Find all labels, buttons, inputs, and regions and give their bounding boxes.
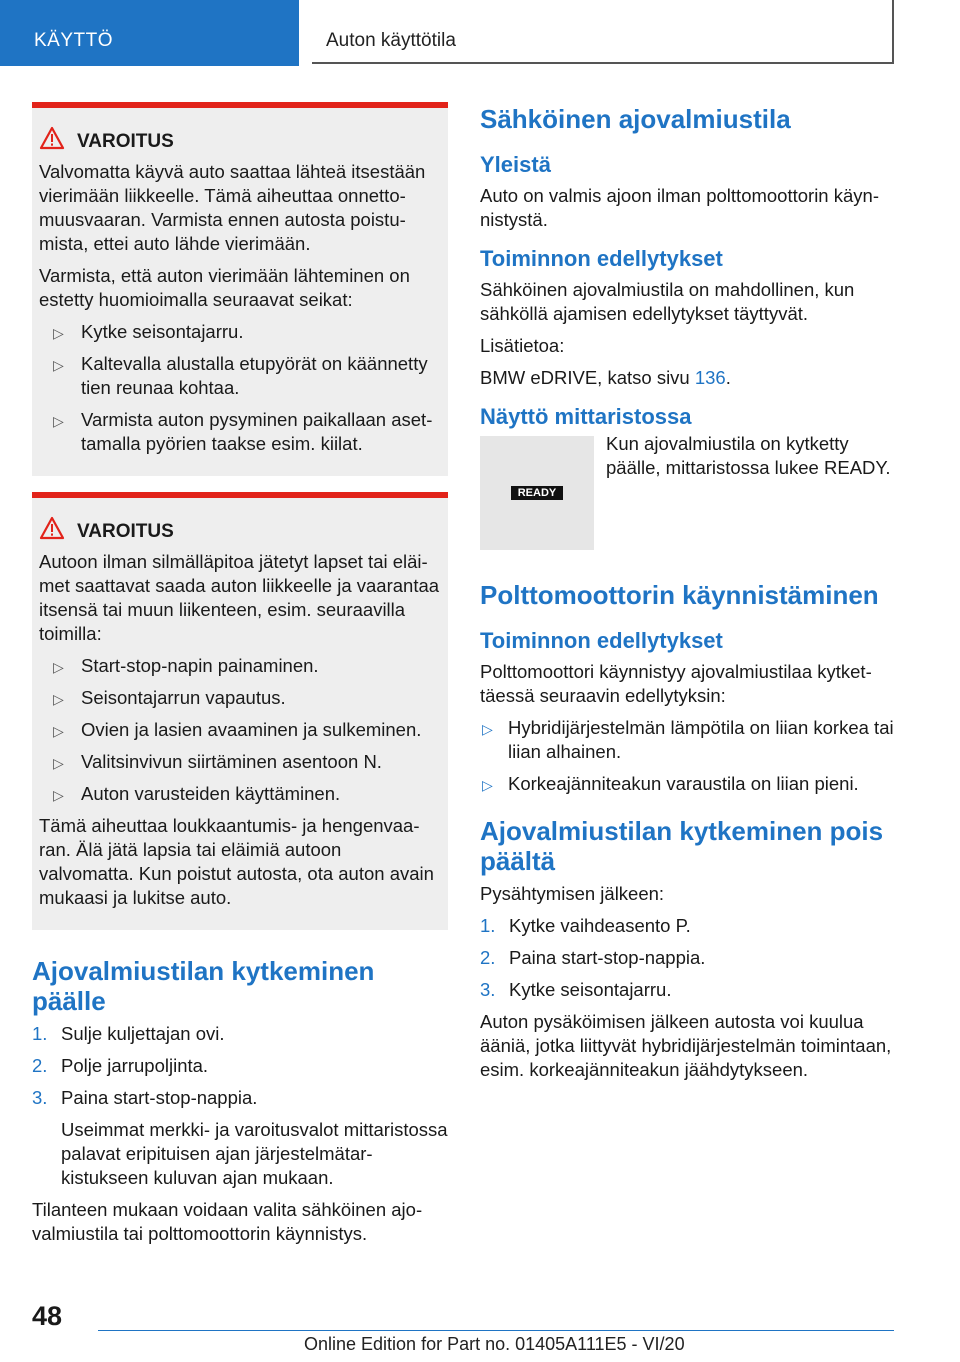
warning-box-children — [32, 492, 448, 930]
triangle-bullet-icon: ▷ — [482, 721, 493, 737]
page-reference-link[interactable]: 136 — [694, 367, 726, 388]
warning-box-rolling — [32, 102, 448, 476]
paragraph: Tilanteen mukaan voidaan valita sähköinen ajovalmiustila tai polttomoottorin käynnistys. — [32, 1199, 423, 1244]
list-item: ▷ Kaltevalla alustalla etupyörät on käännetty tien reunaa kohtaa. — [53, 353, 428, 398]
header-chapter-box — [312, 0, 894, 64]
ready-display-image — [480, 436, 594, 550]
triangle-bullet-icon: ▷ — [53, 755, 64, 771]
list-item: 3. Paina start-stop-nappia. Useimmat merkki- ja varoitusvalot mittaristossa palavat eripituisen ajan järjestelmätarkistukseen kuluvan ajan mukaan. — [32, 1087, 448, 1188]
warning-list — [39, 654, 440, 806]
subsection-heading: Näyttö mittaristossa — [480, 404, 692, 429]
subsection-heading: Yleistä — [480, 152, 551, 177]
subsection-heading: Toiminnon edellytykset — [480, 628, 723, 653]
triangle-bullet-icon: ▷ — [53, 723, 64, 739]
warning-triangle-icon — [39, 516, 65, 540]
warning-title: VAROITUS — [77, 520, 440, 544]
ready-display-row — [480, 433, 894, 550]
paragraph: Pysähtymisen jälkeen: — [480, 883, 665, 904]
triangle-bullet-icon: ▷ — [53, 659, 64, 675]
list-item: 1. Sulje kuljettajan ovi. — [32, 1023, 225, 1044]
header-section-label: KÄYTTÖ — [34, 30, 114, 51]
list-item: 3. Kytke seisontajarru. — [480, 979, 672, 1000]
section-heading: Sähköinen ajovalmiustila — [480, 104, 791, 134]
footer-divider — [98, 1330, 894, 1331]
section-heading: Ajovalmiustilan kytkeminen pois päältä — [480, 816, 884, 876]
list-item: ▷ Ovien ja lasien avaaminen ja sulkeminen. — [39, 718, 440, 742]
list-item: ▷ Auton varusteiden käyttäminen. — [39, 782, 440, 806]
triangle-bullet-icon: ▷ — [53, 357, 64, 373]
list-item: ▷ Korkeajänniteakun varaustila on liian pieni. — [480, 772, 894, 796]
ready-badge: READY — [511, 486, 563, 500]
triangle-bullet-icon: ▷ — [53, 787, 64, 803]
list-item: ▷ Valitsinvivun siirtäminen asentoon N. — [39, 750, 440, 774]
paragraph: Polttomoottori käynnistyy ajovalmiustilaa kytkettäessä seuraavin edellytyksin: — [480, 661, 872, 706]
paragraph: Lisätietoa: — [480, 335, 565, 356]
warning-paragraph: Valvomatta käyvä auto saattaa lähteä itsestään vierimään liikkeelle. Tämä aiheuttaa onnettomuusvaaran. Varmista ennen autosta poistumista, ettei auto lähde vierimään. — [39, 161, 426, 254]
warning-triangle-icon — [39, 126, 65, 150]
warning-paragraph: Tämä aiheuttaa loukkaantumis- ja hengenvaaran. Älä jätä lapsia tai eläimiä autoon valvomatta. Kun poistut autosta, ota auton avain mukaasi ja lukitse auto. — [39, 815, 434, 908]
warning-title: VAROITUS — [77, 130, 440, 154]
section-heading: Polttomoottorin käynnistäminen — [480, 580, 879, 610]
steps-list — [480, 914, 894, 1002]
paragraph: Kun ajovalmiustila on kytketty päälle, mittaristossa lukee READY. — [606, 433, 891, 478]
paragraph: BMW eDRIVE, katso sivu 136. — [480, 367, 731, 388]
header-section-tab — [0, 0, 299, 66]
list-item: 2. Paina start-stop-nappia. — [480, 947, 706, 968]
left-column — [32, 102, 448, 1254]
conditions-list — [480, 716, 894, 796]
list-item: 1. Kytke vaihdeasento P. — [480, 915, 691, 936]
paragraph: Auto on valmis ajoon ilman polttomoottorin käynnistystä. — [480, 185, 879, 230]
footer-edition: Online Edition for Part no. 01405A111E5 - VI/20 — [304, 1334, 685, 1354]
subsection-heading: Toiminnon edellytykset — [480, 246, 723, 271]
triangle-bullet-icon: ▷ — [53, 691, 64, 707]
triangle-bullet-icon: ▷ — [53, 413, 64, 429]
list-item: ▷ Kytke seisontajarru. — [39, 320, 440, 344]
right-column — [480, 102, 894, 1090]
triangle-bullet-icon: ▷ — [53, 325, 64, 341]
list-item: ▷ Seisontajarrun vapautus. — [39, 686, 440, 710]
paragraph: Sähköinen ajovalmiustila on mahdollinen, kun sähköllä ajamisen edellytykset täyttyvät. — [480, 279, 855, 324]
section-heading: Ajovalmiustilan kytkeminen päälle — [32, 956, 375, 1016]
list-item: ▷ Varmista auton pysyminen paikallaan asettamalla pyörien taakse esim. kiilat. — [53, 409, 433, 454]
paragraph: Auton pysäköimisen jälkeen autosta voi kuulua ääniä, jotka liittyvät hybridijärjestelmän toimintaan, esim. korkeajänniteakun jäähdytykseen. — [480, 1011, 892, 1080]
list-item: ▷ Start-stop-napin painaminen. — [39, 654, 440, 678]
steps-list — [32, 1022, 448, 1190]
header-chapter-label: Auton käyttötila — [326, 30, 456, 51]
triangle-bullet-icon: ▷ — [482, 777, 493, 793]
warning-list — [39, 320, 440, 456]
list-item: ▷ Hybridijärjestelmän lämpötila on liian korkea tai liian alhainen. — [482, 717, 894, 762]
warning-paragraph: Autoon ilman silmälläpitoa jätetyt lapset tai eläimet saattavat saada auton liikkeelle ja vaarantaa itsensä tai muun liikenteen, esim. seuraavilla toimilla: — [39, 551, 440, 644]
list-item: 2. Polje jarrupoljinta. — [32, 1055, 209, 1076]
warning-paragraph: Varmista, että auton vierimään lähteminen on estetty huomioimalla seuraavat seikat: — [39, 265, 410, 310]
page-number: 48 — [32, 1301, 63, 1331]
section-on — [32, 956, 448, 1246]
